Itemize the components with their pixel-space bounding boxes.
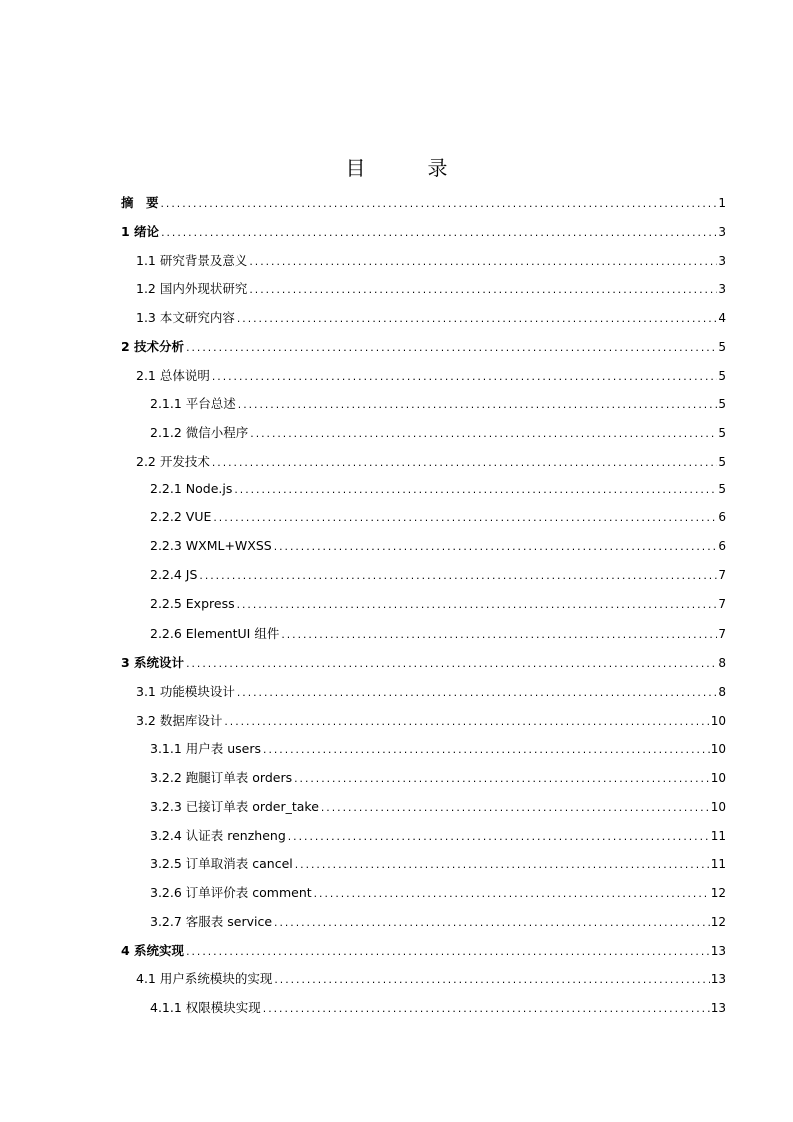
- toc-leader-dots: [262, 746, 710, 756]
- toc-leader-dots: [160, 229, 717, 239]
- toc-leader-dots: [212, 514, 717, 524]
- toc-entry-label: 2.1.2 微信小程序: [150, 425, 249, 440]
- toc-entry-label: 3.2 数据库设计: [136, 712, 223, 728]
- toc-leader-dots: [273, 919, 710, 929]
- toc-entry-label: 2.2.1 Node.js: [150, 480, 233, 496]
- toc-entry[interactable]: [121, 337, 726, 366]
- toc-entry-page-number: 12: [710, 886, 726, 900]
- page-title-char-1: 目: [345, 156, 366, 180]
- toc-entry-page-number: 3: [718, 224, 726, 239]
- toc-leader-dots: [185, 660, 717, 670]
- toc-entry[interactable]: [121, 682, 726, 711]
- toc-leader-dots: [198, 572, 717, 582]
- toc-entry-label: 3.2.2 跑腿订单表 orders: [150, 770, 293, 785]
- toc-entry-label: 3.2.4 认证表 renzheng: [150, 827, 286, 843]
- toc-entry-page-number: 7: [718, 627, 726, 642]
- toc-entry-page-number: 5: [718, 397, 726, 412]
- toc-entry[interactable]: [121, 854, 726, 883]
- toc-entry[interactable]: [121, 969, 726, 998]
- toc-entry-label: 摘 要: [121, 195, 159, 210]
- toc-entry-label: 3.2.7 客服表 service: [150, 913, 273, 929]
- toc-entry[interactable]: [121, 883, 726, 912]
- toc-entry-page-number: 10: [710, 799, 726, 814]
- toc-entry[interactable]: [121, 941, 726, 970]
- toc-leader-dots: [211, 459, 718, 469]
- toc-leader-dots: [160, 200, 718, 210]
- toc-entry-page-number: 1: [718, 196, 726, 210]
- toc-leader-dots: [273, 976, 709, 986]
- toc-leader-dots: [320, 804, 710, 814]
- table-of-contents: [121, 193, 726, 1027]
- toc-entry[interactable]: [121, 308, 726, 337]
- toc-entry[interactable]: [121, 279, 726, 308]
- toc-entry-label: 4.1 用户系统模块的实现: [136, 971, 273, 987]
- toc-leader-dots: [236, 689, 718, 699]
- toc-entry-label: 1.3 本文研究内容: [136, 310, 235, 325]
- toc-entry[interactable]: [121, 768, 726, 797]
- toc-entry-page-number: 5: [718, 368, 726, 383]
- toc-leader-dots: [273, 543, 718, 553]
- toc-leader-dots: [237, 401, 718, 411]
- toc-leader-dots: [248, 286, 717, 296]
- toc-leader-dots: [233, 486, 717, 496]
- toc-leader-dots: [313, 890, 710, 900]
- toc-entry[interactable]: [121, 711, 726, 740]
- page-title: [0, 152, 793, 181]
- toc-entry[interactable]: [121, 193, 726, 222]
- toc-entry-page-number: 5: [718, 454, 726, 469]
- toc-entry-label: 1.2 国内外现状研究: [136, 281, 248, 297]
- toc-entry-page-number: 3: [718, 282, 726, 297]
- toc-entry-page-number: 13: [710, 972, 726, 987]
- toc-entry[interactable]: [121, 452, 726, 481]
- toc-entry-page-number: 5: [718, 339, 726, 354]
- toc-entry-page-number: 4: [718, 311, 726, 325]
- toc-entry-page-number: 12: [710, 914, 726, 929]
- toc-entry[interactable]: [121, 222, 726, 251]
- toc-entry-label: 2.2.4 JS: [150, 566, 198, 582]
- toc-entry-label: 2.2 开发技术: [136, 453, 210, 469]
- toc-entry-page-number: 7: [718, 567, 726, 582]
- page-title-char-2: 录: [427, 156, 448, 180]
- toc-leader-dots: [262, 1005, 710, 1015]
- toc-leader-dots: [185, 948, 710, 958]
- toc-entry-label: 1 绪论: [121, 223, 160, 239]
- toc-entry-label: 4 系统实现: [121, 942, 185, 958]
- toc-leader-dots: [236, 601, 718, 611]
- toc-entry-page-number: 7: [718, 596, 726, 611]
- toc-leader-dots: [236, 315, 718, 325]
- toc-entry-label: 2.2.5 Express: [150, 595, 235, 611]
- toc-entry[interactable]: [121, 998, 726, 1027]
- toc-entry-page-number: 11: [710, 857, 726, 872]
- toc-entry-label: 2.2.2 VUE: [150, 509, 212, 525]
- toc-entry[interactable]: [121, 596, 726, 625]
- toc-entry-page-number: 13: [710, 1001, 726, 1015]
- toc-entry-label: 4.1.1 权限模块实现: [150, 1000, 261, 1015]
- toc-entry-label: 2 技术分析: [121, 338, 185, 354]
- toc-entry[interactable]: [121, 366, 726, 395]
- toc-entry[interactable]: [121, 423, 726, 452]
- toc-entry[interactable]: [121, 394, 726, 423]
- toc-entry[interactable]: [121, 481, 726, 510]
- toc-entry[interactable]: [121, 739, 726, 768]
- toc-leader-dots: [293, 775, 710, 785]
- toc-entry[interactable]: [121, 624, 726, 653]
- toc-entry-label: 3 系统设计: [121, 655, 185, 670]
- toc-entry[interactable]: [121, 912, 726, 941]
- toc-entry-page-number: 6: [718, 539, 726, 553]
- toc-leader-dots: [287, 833, 710, 843]
- toc-entry-label: 1.1 研究背景及意义: [136, 252, 248, 268]
- toc-leader-dots: [223, 718, 709, 728]
- toc-leader-dots: [185, 344, 717, 354]
- toc-entry[interactable]: [121, 567, 726, 596]
- toc-entry[interactable]: [121, 653, 726, 682]
- toc-entry[interactable]: [121, 251, 726, 280]
- toc-entry-page-number: 5: [718, 481, 726, 496]
- toc-entry[interactable]: [121, 509, 726, 538]
- toc-entry-label: 2.1.1 平台总述: [150, 396, 236, 412]
- toc-entry-page-number: 13: [710, 943, 726, 958]
- toc-entry-page-number: 5: [718, 426, 726, 440]
- toc-entry-label: 3.2.5 订单取消表 cancel: [150, 856, 293, 872]
- toc-leader-dots: [249, 430, 717, 440]
- toc-entry-label: 2.2.3 WXML+WXSS: [150, 538, 272, 553]
- toc-entry-page-number: 3: [718, 253, 726, 268]
- toc-leader-dots: [294, 861, 710, 871]
- toc-entry-label: 3.1 功能模块设计: [136, 683, 235, 699]
- toc-entry-label: 3.2.3 已接订单表 order_take: [150, 798, 319, 814]
- toc-entry-label: 2.2.6 ElementUI 组件: [150, 626, 280, 642]
- toc-entry-page-number: 10: [710, 771, 726, 785]
- toc-entry[interactable]: [121, 538, 726, 567]
- toc-entry-page-number: 10: [710, 713, 726, 728]
- toc-entry-page-number: 8: [718, 656, 726, 670]
- toc-leader-dots: [280, 631, 717, 641]
- toc-entry-page-number: 6: [718, 510, 726, 525]
- toc-leader-dots: [211, 373, 718, 383]
- toc-entry-page-number: 11: [710, 828, 726, 843]
- toc-entry-page-number: 8: [718, 684, 726, 699]
- toc-entry-label: 2.1 总体说明: [136, 367, 210, 383]
- toc-entry[interactable]: [121, 826, 726, 855]
- toc-leader-dots: [248, 258, 717, 268]
- toc-entry[interactable]: [121, 797, 726, 826]
- toc-entry-label: 3.1.1 用户表 users: [150, 741, 262, 757]
- toc-entry-page-number: 10: [710, 742, 726, 757]
- toc-entry-label: 3.2.6 订单评价表 comment: [150, 885, 312, 900]
